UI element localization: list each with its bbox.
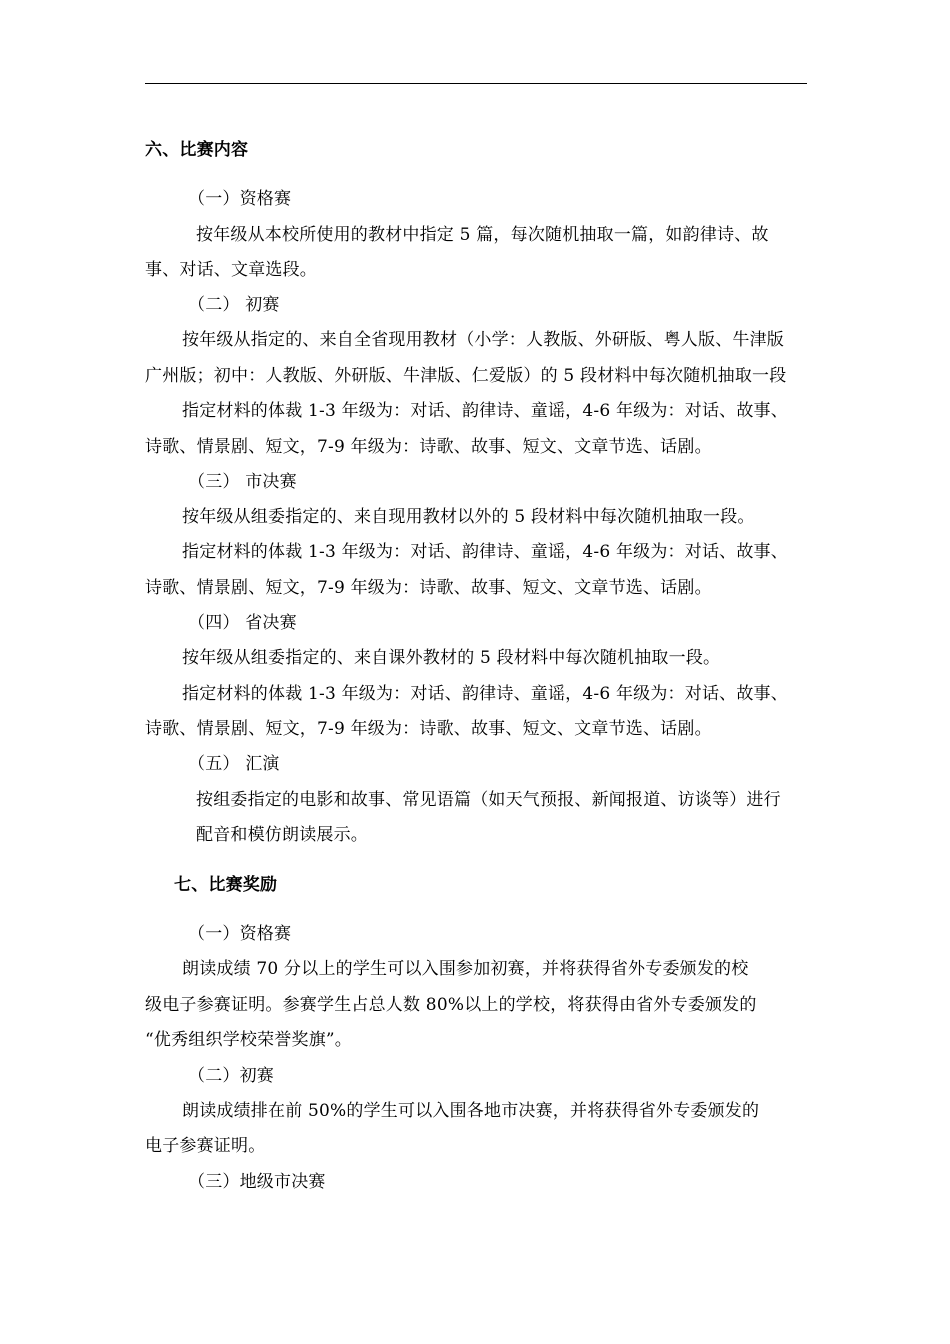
paragraph-line: 按年级从组委指定的、来自课外教材的 5 段材料中每次随机抽取一段。 <box>182 648 721 668</box>
paragraph-line: 诗歌、情景剧、短文，7-9 年级为：诗歌、故事、短文、文章节选、话剧。 <box>145 578 712 598</box>
paragraph-line: 诗歌、情景剧、短文，7-9 年级为：诗歌、故事、短文、文章节选、话剧。 <box>145 437 712 457</box>
paragraph-line: 按年级从本校所使用的教材中指定 5 篇，每次随机抽取一篇，如韵律诗、故 <box>196 225 769 245</box>
paragraph-line: 指定材料的体裁 1-3 年级为：对话、韵律诗、童谣，4-6 年级为：对话、故事、 <box>182 542 788 562</box>
subsection-heading-provincial-final: （四） 省决赛 <box>188 613 297 633</box>
subsection-heading-preliminary-award: （二）初赛 <box>188 1066 274 1086</box>
paragraph-line: 电子参赛证明。 <box>145 1136 266 1156</box>
paragraph-line: 按年级从指定的、来自全省现用教材（小学：人教版、外研版、粤人版、牛津版 <box>182 330 784 350</box>
subsection-heading-qualifier-award: （一）资格赛 <box>188 924 292 944</box>
subsection-heading-preliminary: （二） 初赛 <box>188 295 280 315</box>
paragraph-line: “优秀组织学校荣誉奖旗”。 <box>145 1030 352 1050</box>
section-6-title: 六、比赛内容 <box>145 140 249 160</box>
subsection-heading-city-final: （三） 市决赛 <box>188 472 297 492</box>
paragraph-line: 按组委指定的电影和故事、常见语篇（如天气预报、新闻报道、访谈等）进行 <box>196 790 781 810</box>
paragraph-line: 广州版；初中：人教版、外研版、牛津版、仁爱版）的 5 段材料中每次随机抽取一段 <box>145 366 787 386</box>
paragraph-line: 按年级从组委指定的、来自现用教材以外的 5 段材料中每次随机抽取一段。 <box>182 507 755 527</box>
section-7-title: 七、比赛奖励 <box>174 875 278 895</box>
subsection-heading-city-final-award: （三）地级市决赛 <box>188 1172 326 1192</box>
paragraph-line: 朗读成绩排在前 50%的学生可以入围各地市决赛，并将获得省外专委颁发的 <box>182 1101 760 1121</box>
subsection-heading-showcase: （五） 汇演 <box>188 754 280 774</box>
paragraph-line: 配音和模仿朗读展示。 <box>196 825 368 845</box>
paragraph-line: 事、对话、文章选段。 <box>145 260 317 280</box>
header-rule <box>145 83 807 84</box>
paragraph-line: 指定材料的体裁 1-3 年级为：对话、韵律诗、童谣，4-6 年级为：对话、故事、 <box>182 684 788 704</box>
paragraph-line: 级电子参赛证明。参赛学生占总人数 80%以上的学校，将获得由省外专委颁发的 <box>145 995 757 1015</box>
subsection-heading-qualifier: （一）资格赛 <box>188 189 292 209</box>
paragraph-line: 指定材料的体裁 1-3 年级为：对话、韵律诗、童谣，4-6 年级为：对话、故事、 <box>182 401 788 421</box>
paragraph-line: 朗读成绩 70 分以上的学生可以入围参加初赛，并将获得省外专委颁发的校 <box>182 959 749 979</box>
paragraph-line: 诗歌、情景剧、短文，7-9 年级为：诗歌、故事、短文、文章节选、话剧。 <box>145 719 712 739</box>
